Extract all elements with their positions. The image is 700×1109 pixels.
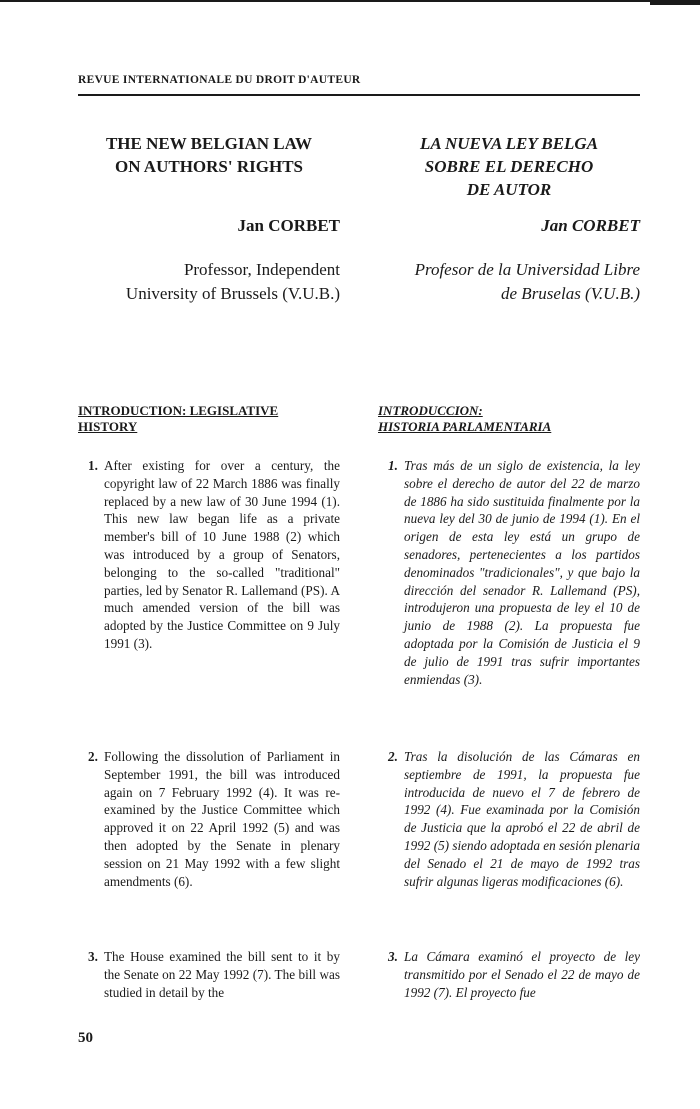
title-spanish-line1: LA NUEVA LEY BELGA (419, 134, 599, 153)
affiliation-spanish (378, 258, 640, 306)
section-heading-english (78, 403, 340, 435)
affiliation-english-line2: University of Brussels (V.U.B.) (125, 284, 340, 303)
paragraph-text: Following the dissolution of Parliament in September 1991, the bill was introduced again on 7 February 1992 (4). It was re-examined by the Justice Committee which approved it on 22 April 1992 (5) and was then adopted by the Senate in plenary session on 21 May 1992 with a few slight amendments (6). (104, 749, 340, 889)
top-border-accent (650, 1, 700, 5)
paragraph-text: The House examined the bill sent to it by the Senate on 22 May 1992 (7). The bill was studied in detail by the (104, 949, 340, 1000)
running-header: REVUE INTERNATIONALE DU DROIT D'AUTEUR (78, 74, 361, 86)
affiliation-spanish-line1: Profesor de la Universidad Libre (414, 260, 640, 279)
section-heading-spanish-line2: HISTORIA PARLAMENTARIA (378, 419, 552, 434)
paragraph-number: 2. (88, 749, 98, 764)
paragraph-number: 3. (88, 949, 98, 964)
section-heading-spanish-line1: INTRODUCCION: (378, 403, 483, 418)
affiliation-spanish-line2: de Bruselas (V.U.B.) (501, 284, 640, 303)
title-spanish-line2: SOBRE EL DERECHO (424, 157, 594, 176)
paragraph-number: 1. (388, 458, 398, 473)
section-heading-english-line2: HISTORY (78, 419, 138, 434)
paragraph-spanish-1 (378, 457, 640, 688)
paragraph-english-1 (78, 457, 340, 653)
affiliation-english (78, 258, 340, 306)
title-english-line1: THE NEW BELGIAN LAW (105, 134, 313, 153)
author-spanish: Jan CORBET (541, 216, 640, 235)
paragraph-text: Tras la disolución de las Cámaras en septiembre de 1991, la propuesta fue introducida de nuevo el 7 de febrero de 1992 (4). Fue examinada por la Comisión de Justicia que la aprobó el 22 de abril de 1992 (5) siendo adoptada en sesión plenaria del Senado el 21 de mayo de 1992 tras sufrir algunas ligeras modificaciones (6). (404, 749, 640, 889)
header-rule (78, 94, 640, 96)
top-border-line (0, 0, 700, 2)
section-heading-spanish (378, 403, 640, 435)
title-spanish (378, 132, 640, 201)
author-english: Jan CORBET (237, 216, 340, 235)
paragraph-english-2 (78, 748, 340, 890)
title-spanish-line3: DE AUTOR (466, 180, 552, 199)
section-heading-english-line1: INTRODUCTION: LEGISLATIVE (78, 403, 279, 418)
paragraph-number: 3. (388, 949, 398, 964)
paragraph-text: After existing for over a century, the copyright law of 22 March 1886 was finally replaced by a new law of 30 June 1994 (1). This new law began life as a private member's bill of 10 June 1988 (2) which was introduced by a group of Senators, belonging to the so-called "traditional" parties, led by Senator R. Lallemand (PS). A much amended version of the bill was adopted by the Justice Committee on 9 July 1991 (3). (104, 458, 340, 651)
paragraph-english-3 (78, 948, 340, 1001)
paragraph-number: 2. (388, 749, 398, 764)
paragraph-text: La Cámara examinó el proyecto de ley transmitido por el Senado el 22 de mayo de 1992 (7). El proyecto fue (404, 949, 640, 1000)
paragraph-spanish-3 (378, 948, 640, 1001)
page-number: 50 (78, 1030, 93, 1046)
paragraph-spanish-2 (378, 748, 640, 890)
paragraph-text: Tras más de un siglo de existencia, la ley sobre el derecho de autor del 22 de marzo de 1886 ha sido sustituida finalmente por la nueva ley del 30 de junio de 1994 (1). En el origen de esta ley está un grupo de senadores, pertenecientes a los partidos denominados "tradicionales", y que bajo la dirección del senador R. Lallemand (PS), introdujeron una propuesta de ley el 10 de junio de 1988 (2). La propuesta fue adoptada por la Comisión de Justicia el 9 de julio de 1991 tras sufrir importantes enmiendas (3). (404, 458, 640, 687)
affiliation-english-line1: Professor, Independent (183, 260, 340, 279)
paragraph-number: 1. (88, 458, 98, 473)
title-english-line2: ON AUTHORS' RIGHTS (115, 157, 303, 176)
title-english (78, 132, 340, 178)
